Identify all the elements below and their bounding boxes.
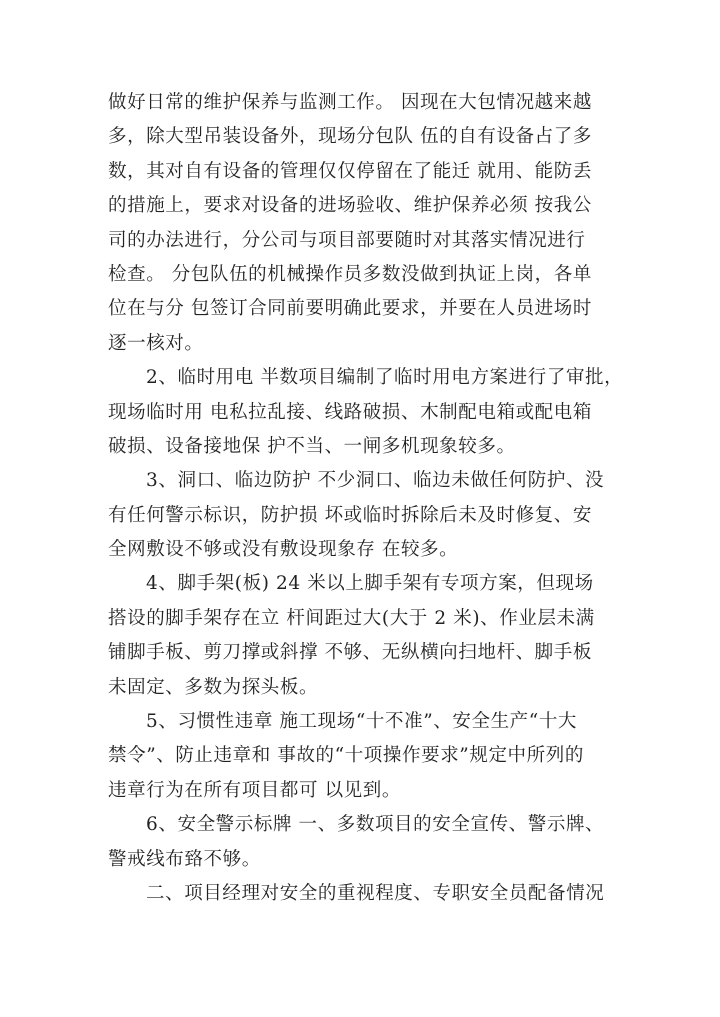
- text-line: 违章行为在所有项目都可 以见到。: [108, 779, 401, 801]
- text-line: 位在与分 包签订合同前要明确此要求，并要在人员进场时: [108, 298, 592, 320]
- text-line: 警戒线布臵不够。: [108, 848, 261, 870]
- paragraph-scaffolding: [108, 567, 628, 705]
- paragraph-equipment-maintenance: [108, 86, 628, 361]
- text-line: 4、脚手架(板) 24 米以上脚手架有专项方案，但现场: [146, 573, 594, 595]
- text-line: 全网敷设不够或没有敷设现象存 在较多。: [108, 539, 459, 561]
- text-line: 检查。 分包队伍的机械操作员多数没做到执证上岗，各单: [108, 263, 592, 285]
- text-line: 未固定、多数为探头板。: [108, 676, 319, 698]
- paragraph-section-two-heading: [108, 877, 628, 911]
- text-line: 5、习惯性违章 施工现场“十不准”、安全生产“十大: [146, 711, 578, 733]
- text-line: 做好日常的维护保养与监测工作。 因现在大包情况越来越: [108, 92, 592, 113]
- text-line: 6、安全警示标牌 一、多数项目的安全宣传、警示牌、: [146, 814, 605, 836]
- paragraph-temporary-power: [108, 361, 628, 464]
- text-line: 3、洞口、临边防护 不少洞口、临边未做任何防护、没: [146, 470, 605, 492]
- text-line: 现场临时用 电私拉乱接、线路破损、木制配电箱或配电箱: [108, 401, 592, 423]
- text-line: 禁令”、防止违章和 事故的“十项操作要求”规定中所列的: [108, 745, 584, 767]
- text-line: 司的办法进行，分公司与项目部要随时对其落实情况进行: [108, 229, 586, 251]
- text-line: 破损、设备接地保 护不当、一闸多机现象较多。: [108, 435, 516, 457]
- paragraph-safety-signs: [108, 808, 628, 877]
- text-line: 铺脚手板、剪刀撑或斜撑 不够、无纵横向扫地杆、脚手板: [108, 642, 592, 664]
- section-heading: 二、项目经理对安全的重视程度、专职安全员配备情况: [146, 882, 605, 904]
- text-line: 数，其对自有设备的管理仅仅停留在了能迁 就用、能防丢: [108, 160, 592, 182]
- text-line: 搭设的脚手架存在立 杆间距过大(大于 2 米)、作业层未满: [108, 607, 595, 629]
- paragraph-habitual-violations: [108, 705, 628, 808]
- document-body: [108, 86, 628, 911]
- text-line: 2、临时用电 半数项目编制了临时用电方案进行了审批，: [146, 367, 624, 389]
- paragraph-openings-edge-protection: [108, 464, 628, 567]
- text-line: 逐一核对。: [108, 332, 204, 354]
- text-line: 有任何警示标识，防护损 坏或临时拆除后未及时修复、安: [108, 504, 592, 526]
- text-line: 的措施上，要求对设备的进场验收、维护保养必须 按我公: [108, 195, 592, 217]
- text-line: 多，除大型吊装设备外，现场分包队 伍的自有设备占了多: [108, 126, 592, 148]
